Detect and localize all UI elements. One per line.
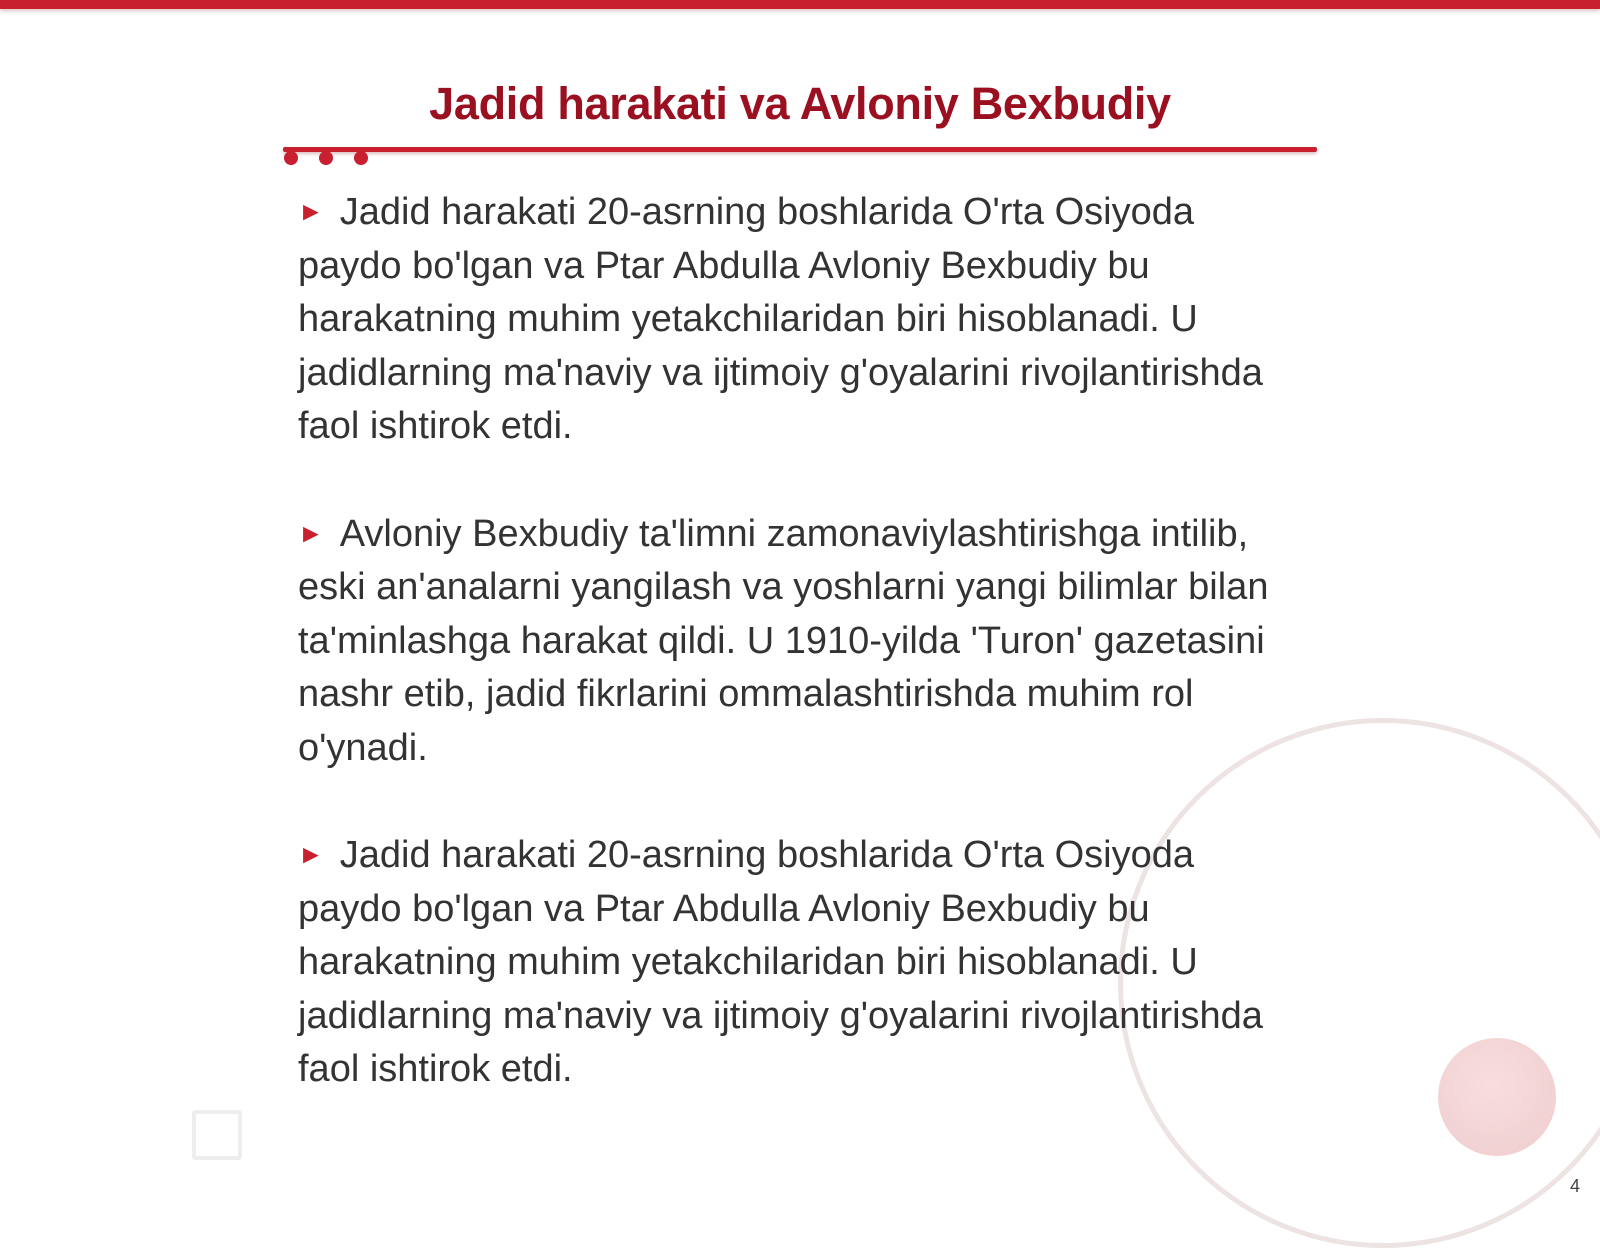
title-underline (283, 147, 1317, 152)
triangle-bullet-icon: ► (298, 517, 324, 548)
bullet-item (298, 185, 1298, 454)
bullet-item (298, 507, 1298, 776)
decor-dot (319, 151, 333, 165)
page-number: 4 (1569, 1176, 1580, 1196)
slide-title: Jadid harakati va Avloniy Bexbudiy (429, 78, 1171, 129)
decor-circle (1438, 1038, 1556, 1156)
bullet-list (298, 185, 1298, 1150)
bullet-text: Jadid harakati 20-asrning boshlarida O'rta Osiyoda paydo bo'lgan va Ptar Abdulla Avloniy Bexbudiy bu harakatning muhim yetakchilaridan biri hisoblanadi. U jadidlarning ma'naviy va ijtimoiy g'oyalarini rivojlantirishda faol ishtirok etdi. (298, 191, 1263, 447)
bullet-text: Avloniy Bexbudiy ta'limni zamonaviylashtirishga intilib, eski an'analarni yangilash va yoshlarni yangi bilimlar bilan ta'minlashga harakat qildi. U 1910-yilda 'Turon' gazetasini nashr etib, jadid fikrlarini ommalashtirishda muhim rol o'ynadi. (298, 512, 1269, 769)
triangle-bullet-icon: ► (298, 196, 324, 226)
decor-dot (284, 151, 298, 165)
triangle-bullet-icon: ► (298, 839, 324, 869)
decor-square (192, 1110, 242, 1160)
bullet-text: Jadid harakati 20-asrning boshlarida O'rta Osiyoda paydo bo'lgan va Ptar Abdulla Avloniy Bexbudiy bu harakatning muhim yetakchilaridan biri hisoblanadi. U jadidlarning ma'naviy va ijtimoiy g'oyalarini rivojlantirishda faol ishtirok etdi. (298, 834, 1263, 1090)
decor-dot (354, 151, 368, 165)
top-accent-bar (0, 0, 1600, 9)
bullet-item (298, 828, 1298, 1097)
